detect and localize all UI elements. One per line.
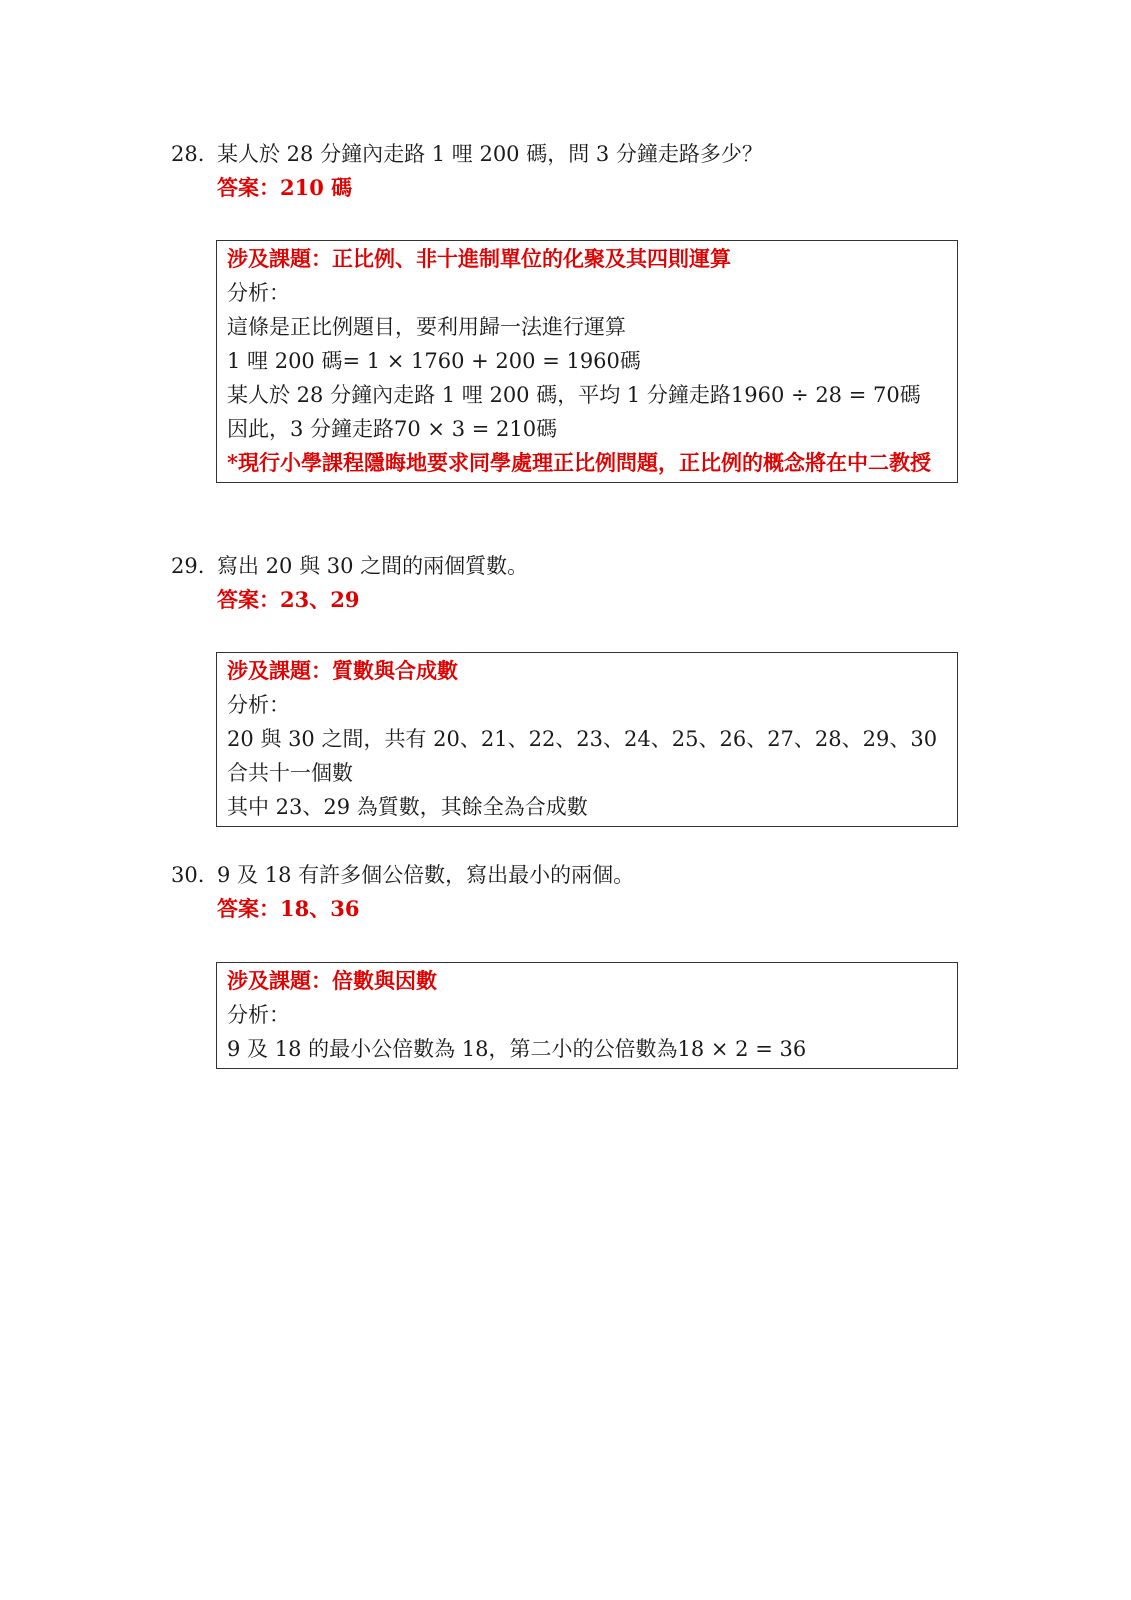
analysis-line: 9 及 18 的最小公倍數為 18，第二小的公倍數為18 × 2 = 36 (227, 1037, 807, 1061)
question-text: 9 及 18 有許多個公倍數，寫出最小的兩個。 (217, 863, 635, 887)
topic-heading: 涉及課題：正比例、非十進制單位的化聚及其四則運算 (227, 246, 731, 271)
question-30 (171, 858, 971, 926)
answer: 答案：210 碼 (217, 175, 353, 200)
analysis-label: 分析： (227, 281, 290, 305)
analysis-line: 這條是正比例題目，要利用歸一法進行運算 (227, 315, 626, 339)
question-number: 28. (171, 142, 205, 166)
question-28 (171, 137, 971, 205)
question-text: 某人於 28 分鐘內走路 1 哩 200 碼，問 3 分鐘走路多少？ (217, 142, 763, 166)
analysis-line: 1 哩 200 碼= 1 × 1760 + 200 = 1960碼 (227, 349, 641, 373)
question-text: 寫出 20 與 30 之間的兩個質數。 (217, 554, 529, 578)
analysis-line: 其中 23、29 為質數，其餘全為合成數 (227, 795, 588, 819)
question-number: 29. (171, 554, 205, 578)
analysis-line: 20 與 30 之間，共有 20、21、22、23、24、25、26、27、28、29、30 合共十一個數 (227, 727, 938, 785)
analysis-line: 某人於 28 分鐘內走路 1 哩 200 碼，平均 1 分鐘走路1960 ÷ 28 = 70碼 (227, 383, 921, 407)
answer: 答案：18、36 (217, 896, 360, 921)
analysis-box-28 (216, 240, 958, 483)
topic-heading: 涉及課題：質數與合成數 (227, 658, 458, 683)
analysis-box-29 (216, 652, 958, 827)
analysis-label: 分析： (227, 1003, 290, 1027)
question-29 (171, 549, 971, 617)
curriculum-note: *現行小學課程隱晦地要求同學處理正比例問題，正比例的概念將在中二教授 (227, 450, 931, 475)
topic-heading: 涉及課題：倍數與因數 (227, 968, 437, 993)
analysis-box-30 (216, 962, 958, 1069)
answer: 答案：23、29 (217, 587, 360, 612)
question-number: 30. (171, 863, 205, 887)
analysis-line: 因此，3 分鐘走路70 × 3 = 210碼 (227, 417, 558, 441)
analysis-label: 分析： (227, 693, 290, 717)
